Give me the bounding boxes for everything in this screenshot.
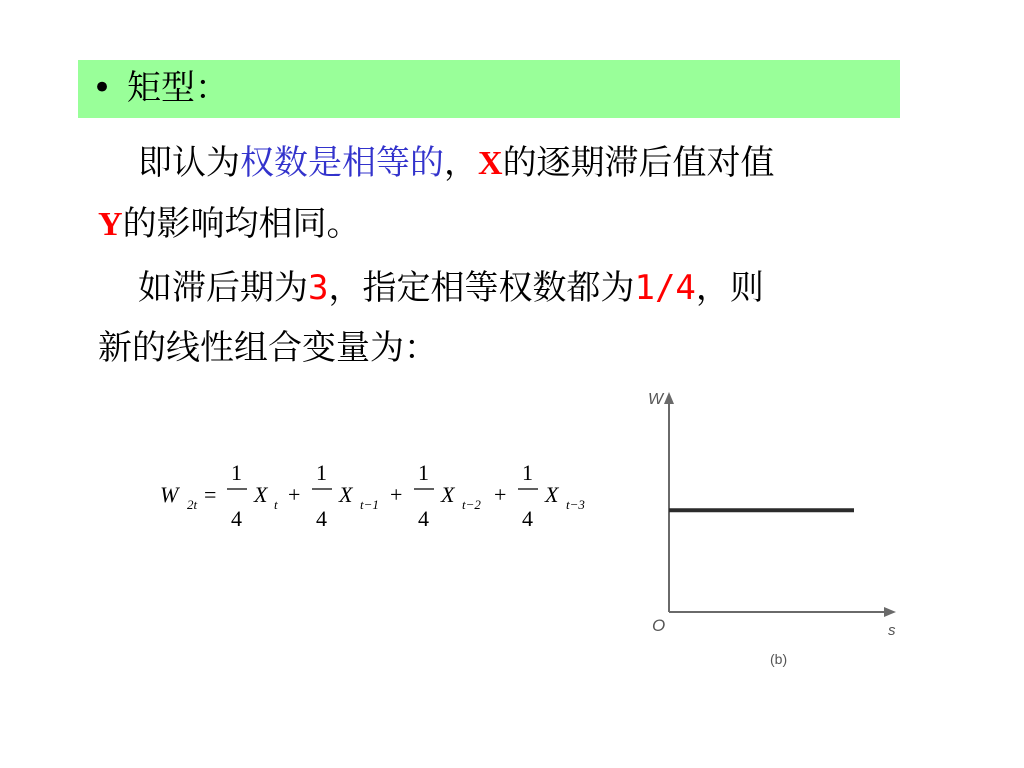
para2-line-2: 新的线性组合变量为： xyxy=(98,328,438,368)
term3-numerator: 1 xyxy=(418,460,429,485)
term2-x: X xyxy=(339,482,353,507)
y-axis-label: W xyxy=(648,391,664,408)
weight-graph xyxy=(648,391,896,667)
para2-text-1: 如滞后期为 xyxy=(138,268,308,308)
weighted-sum-formula xyxy=(160,460,585,531)
plus-1: + xyxy=(288,482,301,507)
x-axis-arrow xyxy=(884,607,896,617)
weight-value: 1/4 xyxy=(634,268,696,308)
origin-label: O xyxy=(652,616,666,635)
plus-2: + xyxy=(390,482,403,507)
plus-3: + xyxy=(494,482,507,507)
term2-denominator: 4 xyxy=(316,506,327,531)
y-axis-arrow xyxy=(664,392,674,404)
term4-subscript: t−3 xyxy=(566,497,585,512)
para2-text-3: ，则 xyxy=(695,268,764,308)
para2-text-2: ，指定相等权数都为 xyxy=(328,268,635,308)
lhs-variable: W xyxy=(160,482,179,507)
section-title: 矩型： xyxy=(127,68,229,108)
term2-subscript: t−1 xyxy=(360,497,379,512)
term1-subscript: t xyxy=(274,497,278,512)
term4-denominator: 4 xyxy=(522,506,533,531)
term1-numerator: 1 xyxy=(231,460,242,485)
term4-x: X xyxy=(545,482,559,507)
para1-text-3: 的逐期滞后值对值 xyxy=(502,143,775,183)
lhs-subscript: 2t xyxy=(187,497,198,512)
term4-numerator: 1 xyxy=(522,460,533,485)
variable-x: X xyxy=(478,145,503,182)
term3-subscript: t−2 xyxy=(462,497,481,512)
x-axis-label: s xyxy=(888,622,896,639)
equals-sign: = xyxy=(204,482,217,507)
para1-text-4: 的影响均相同。 xyxy=(122,204,361,244)
term2-numerator: 1 xyxy=(316,460,327,485)
para1-text-1: 即认为 xyxy=(138,143,240,183)
term3-denominator: 4 xyxy=(418,506,429,531)
graph-caption: (b) xyxy=(770,651,788,667)
term3-x: X xyxy=(441,482,455,507)
term1-x: X xyxy=(254,482,268,507)
para1-highlight: 权数是相等的 xyxy=(240,143,444,183)
variable-y: Y xyxy=(98,206,123,243)
term1-denominator: 4 xyxy=(231,506,242,531)
para1-text-2: ， xyxy=(444,143,478,183)
bullet-marker: • xyxy=(92,68,113,108)
lag-value: 3 xyxy=(308,268,329,308)
